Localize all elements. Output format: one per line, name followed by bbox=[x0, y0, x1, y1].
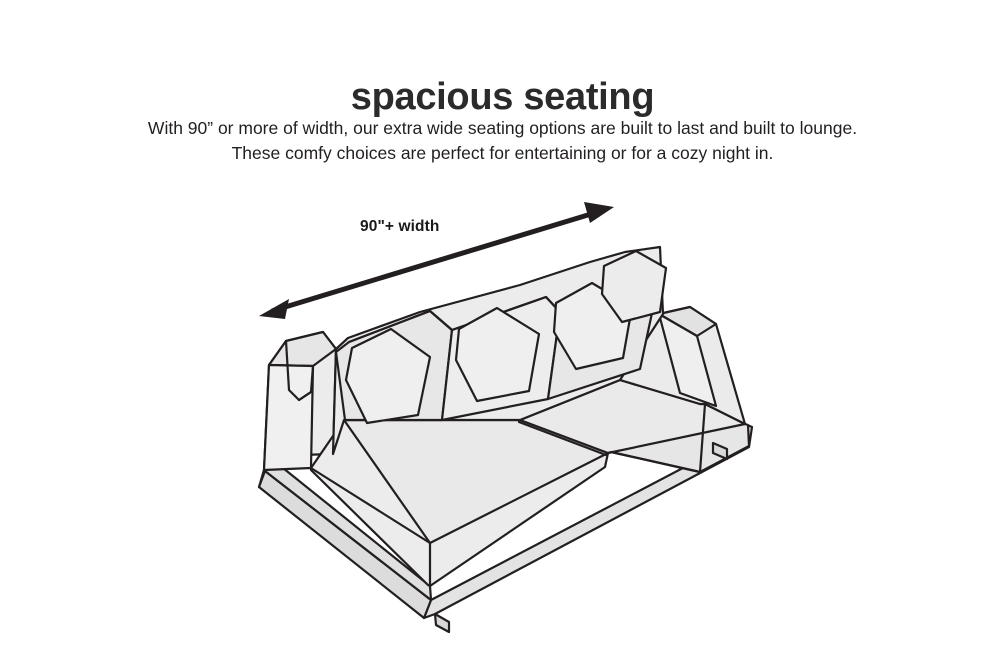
width-annotation-label: 90"+ width bbox=[360, 218, 440, 235]
description-line-2: These comfy choices are perfect for entertaining or for a cozy night in. bbox=[231, 142, 774, 163]
sofa-body bbox=[259, 247, 752, 632]
description-line-1: With 90” or more of width, our extra wide seating options are built to last and built to lounge. bbox=[147, 118, 858, 138]
page-title: spacious seating bbox=[350, 76, 655, 119]
